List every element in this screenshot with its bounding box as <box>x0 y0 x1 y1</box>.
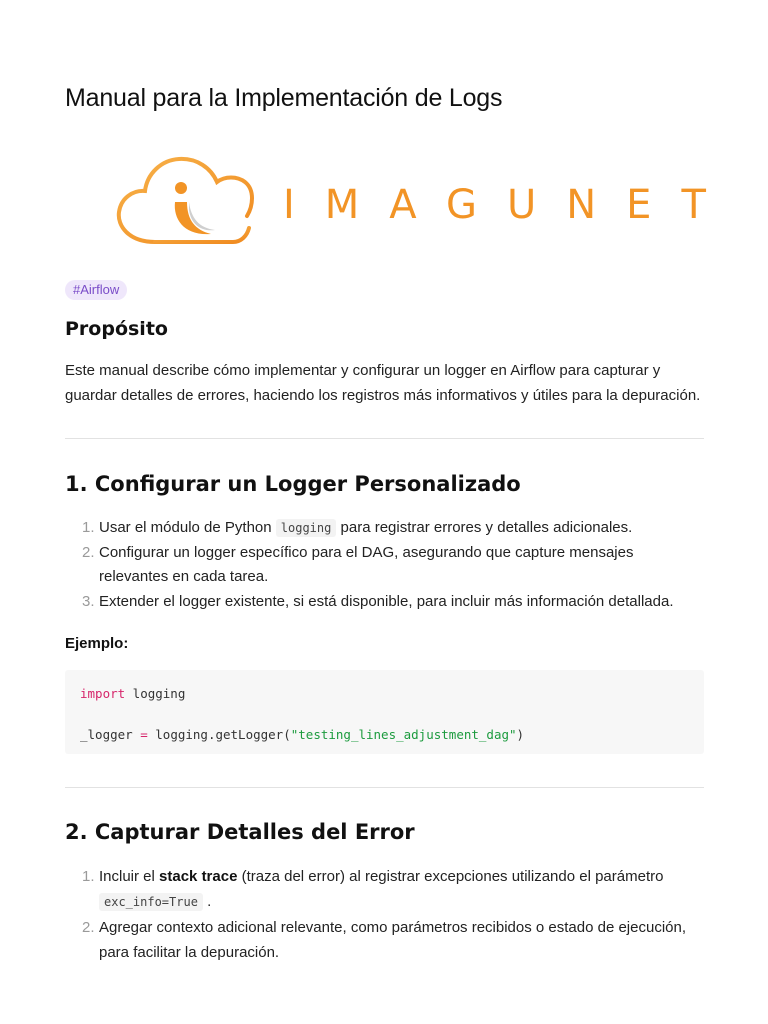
bold-text: stack trace <box>159 868 238 885</box>
section-2-list <box>65 865 704 965</box>
list-item <box>65 865 704 914</box>
purpose-paragraph: Este manual describe cómo implementar y configurar un logger en Airflow para capturar y guardar detalles de errores, haciendo los registros más informativos y útiles para la depuración. <box>65 362 701 404</box>
list-text: Extender el logger existente, si está disponible, para incluir más información detallada. <box>99 592 674 610</box>
list-number: 2. <box>82 919 95 936</box>
divider-2 <box>65 787 704 788</box>
code-operator: = <box>140 727 148 742</box>
list-item <box>65 516 704 541</box>
list-text: Incluir el <box>99 868 160 885</box>
list-text: . <box>207 892 212 910</box>
list-text: Agregar contexto adicional relevante, como parámetros recibidos o estado de ejecución, para facilitar la depuración. <box>99 919 687 961</box>
example-label: Ejemplo: <box>65 635 129 652</box>
section-1-list <box>65 516 704 614</box>
code-text: logging.getLogger( <box>147 727 291 742</box>
list-item <box>65 916 704 965</box>
list-number: 1. <box>82 519 95 536</box>
code-text: _logger <box>80 727 141 742</box>
list-text: para registrar errores y detalles adicionales. <box>336 519 633 536</box>
heading-section-2: 2. Capturar Detalles del Error <box>65 820 415 844</box>
tag-airflow[interactable]: #Airflow <box>65 280 127 300</box>
code-text: logging <box>125 686 186 701</box>
inline-code: exc_info=True <box>99 893 203 911</box>
list-number: 1. <box>82 868 95 885</box>
heading-section-1: 1. Configurar un Logger Personalizado <box>65 472 521 496</box>
code-string: "testing_lines_adjustment_dag" <box>290 727 517 742</box>
inline-code: logging <box>276 519 337 537</box>
page-title: Manual para la Implementación de Logs <box>65 84 503 112</box>
logo-brand-text: IMAGUNET <box>283 182 736 228</box>
imagunet-logo <box>115 150 736 255</box>
code-block <box>65 670 704 754</box>
code-text: ) <box>516 727 525 742</box>
list-item <box>65 590 704 615</box>
list-number: 3. <box>82 592 95 610</box>
list-number: 2. <box>82 543 95 561</box>
divider-1 <box>65 438 704 439</box>
list-item <box>65 541 704 590</box>
heading-proposito: Propósito <box>65 318 168 340</box>
list-text: Configurar un logger específico para el DAG, asegurando que capture mensajes relevantes en cada tarea. <box>99 543 634 585</box>
list-text: (traza del error) al registrar excepciones utilizando el parámetro <box>237 868 664 885</box>
code-keyword: import <box>80 686 126 701</box>
cloud-i-icon <box>119 159 252 242</box>
list-text: Usar el módulo de Python <box>99 519 276 536</box>
